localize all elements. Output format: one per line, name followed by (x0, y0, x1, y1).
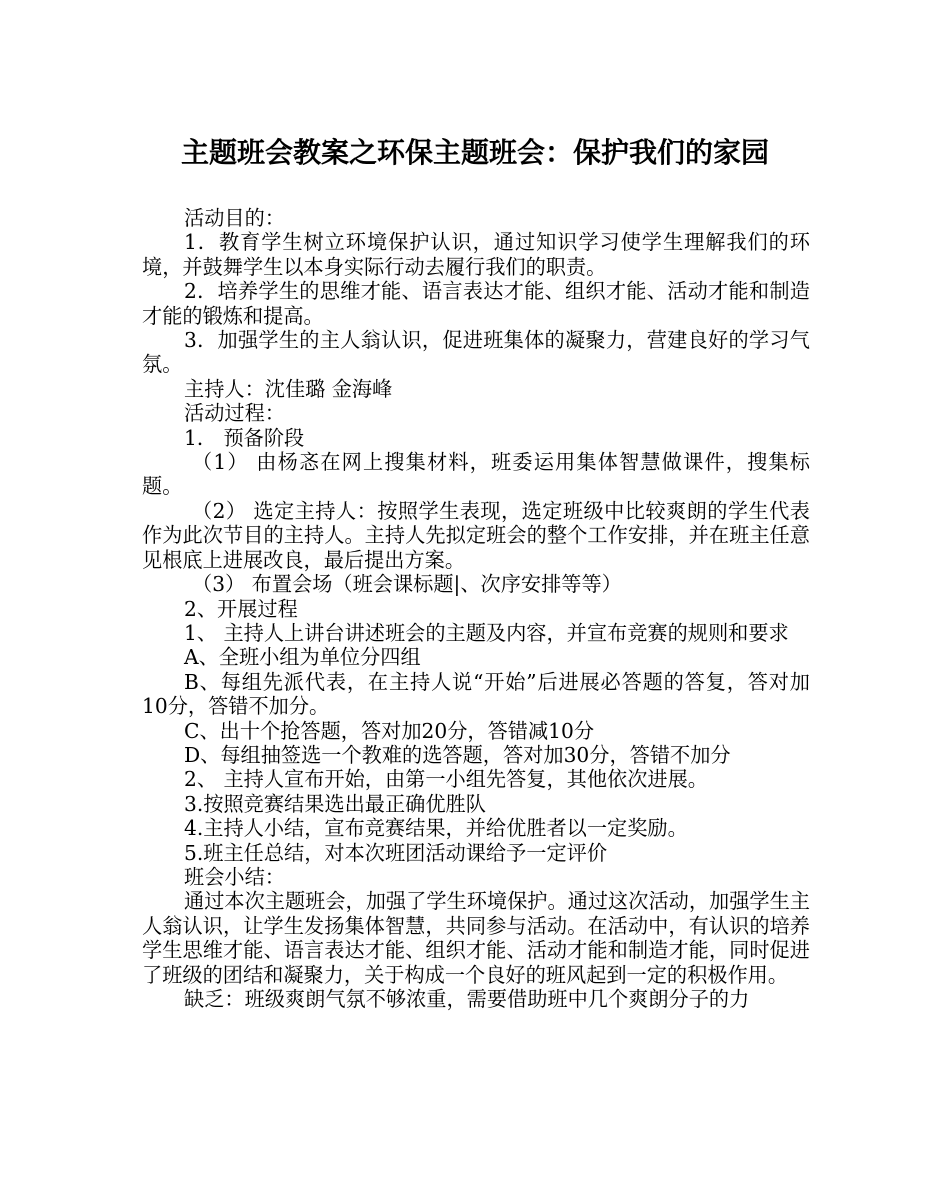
document-title: 主题班会教案之环保主题班会：保护我们的家园 (180, 136, 769, 169)
paragraph-hosts: 主持人：沈佳璐 金海峰 (184, 376, 393, 401)
document-body (142, 206, 810, 1011)
paragraph-process-heading: 活动过程： (184, 401, 285, 426)
paragraph-rule-c: C、出十个抢答题，答对加20分，答错减10分 (184, 718, 595, 743)
paragraph-development-1: 1、 主持人上讲台讲述班会的主题及内容，并宣布竞赛的规则和要求 (184, 620, 789, 645)
paragraph-preparation-stage: 1． 预备阶段 (184, 425, 305, 450)
paragraph-rule-a: A、全班小组为单位分四组 (184, 645, 421, 670)
paragraph-step-4: 4.主持人小结，宣布竞赛结果，并给优胜者以一定奖励。 (184, 816, 688, 841)
paragraph-rule-b: B、每组先派代表，在主持人说“开始”后进展必答题的答复，答对加10分，答错不加分。 (142, 669, 810, 719)
paragraph-summary: 通过本次主题班会，加强了学生环境保护。通过这次活动，加强学生主人翁认识，让学生发扬集体智慧，共同参与活动。在活动中，有认识的培养学生思维才能、语言表达才能、组织才能、活动才能和制造才能，同时促进了班级的团结和凝聚力，关于构成一个良好的班风起到一定的积极作用。 (142, 889, 810, 987)
paragraph-activity-purpose-heading: 活动目的： (184, 206, 285, 230)
paragraph-preparation-2: （2） 选定主持人：按照学生表现，选定班级中比较爽朗的学生代表作为此次节目的主持人。主持人先拟定班会的整个工作安排，并在班主任意见根底上进展改良，最后提出方案。 (142, 498, 810, 572)
paragraph-step-5: 5.班主任总结，对本次班团活动课给予一定评价 (184, 840, 608, 865)
paragraph-purpose-2: 2．培养学生的思维才能、语言表达才能、组织才能、活动才能和制造才能的锻炼和提高。 (142, 279, 810, 328)
paragraph-development-heading: 2、开展过程 (184, 596, 298, 621)
paragraph-summary-heading: 班会小结： (184, 864, 285, 889)
paragraph-purpose-3: 3．加强学生的主人翁认识，促进班集体的凝聚力，营建良好的学习气氛。 (142, 328, 810, 377)
paragraph-step-3: 3.按照竞赛结果选出最正确优胜队 (184, 791, 486, 816)
paragraph-rule-d: D、每组抽签选一个教难的选答题，答对加30分，答错不加分 (184, 742, 731, 767)
paragraph-development-2: 2、 主持人宣布开始，由第一小组先答复，其他依次进展。 (184, 767, 708, 792)
paragraph-purpose-1: 1．教育学生树立环境保护认识，通过知识学习使学生理解我们的环境，并鼓舞学生以本身实际行动去履行我们的职责。 (142, 230, 810, 279)
paragraph-preparation-3: （3） 布置会场（班会课标题|、次序安排等等） (192, 572, 622, 597)
paragraph-preparation-1: （1） 由杨忞在网上搜集材料，班委运用集体智慧做课件，搜集标题。 (142, 450, 810, 499)
paragraph-shortcoming: 缺乏：班级爽朗气氛不够浓重，需要借助班中几个爽朗分子的力 (184, 987, 750, 1011)
